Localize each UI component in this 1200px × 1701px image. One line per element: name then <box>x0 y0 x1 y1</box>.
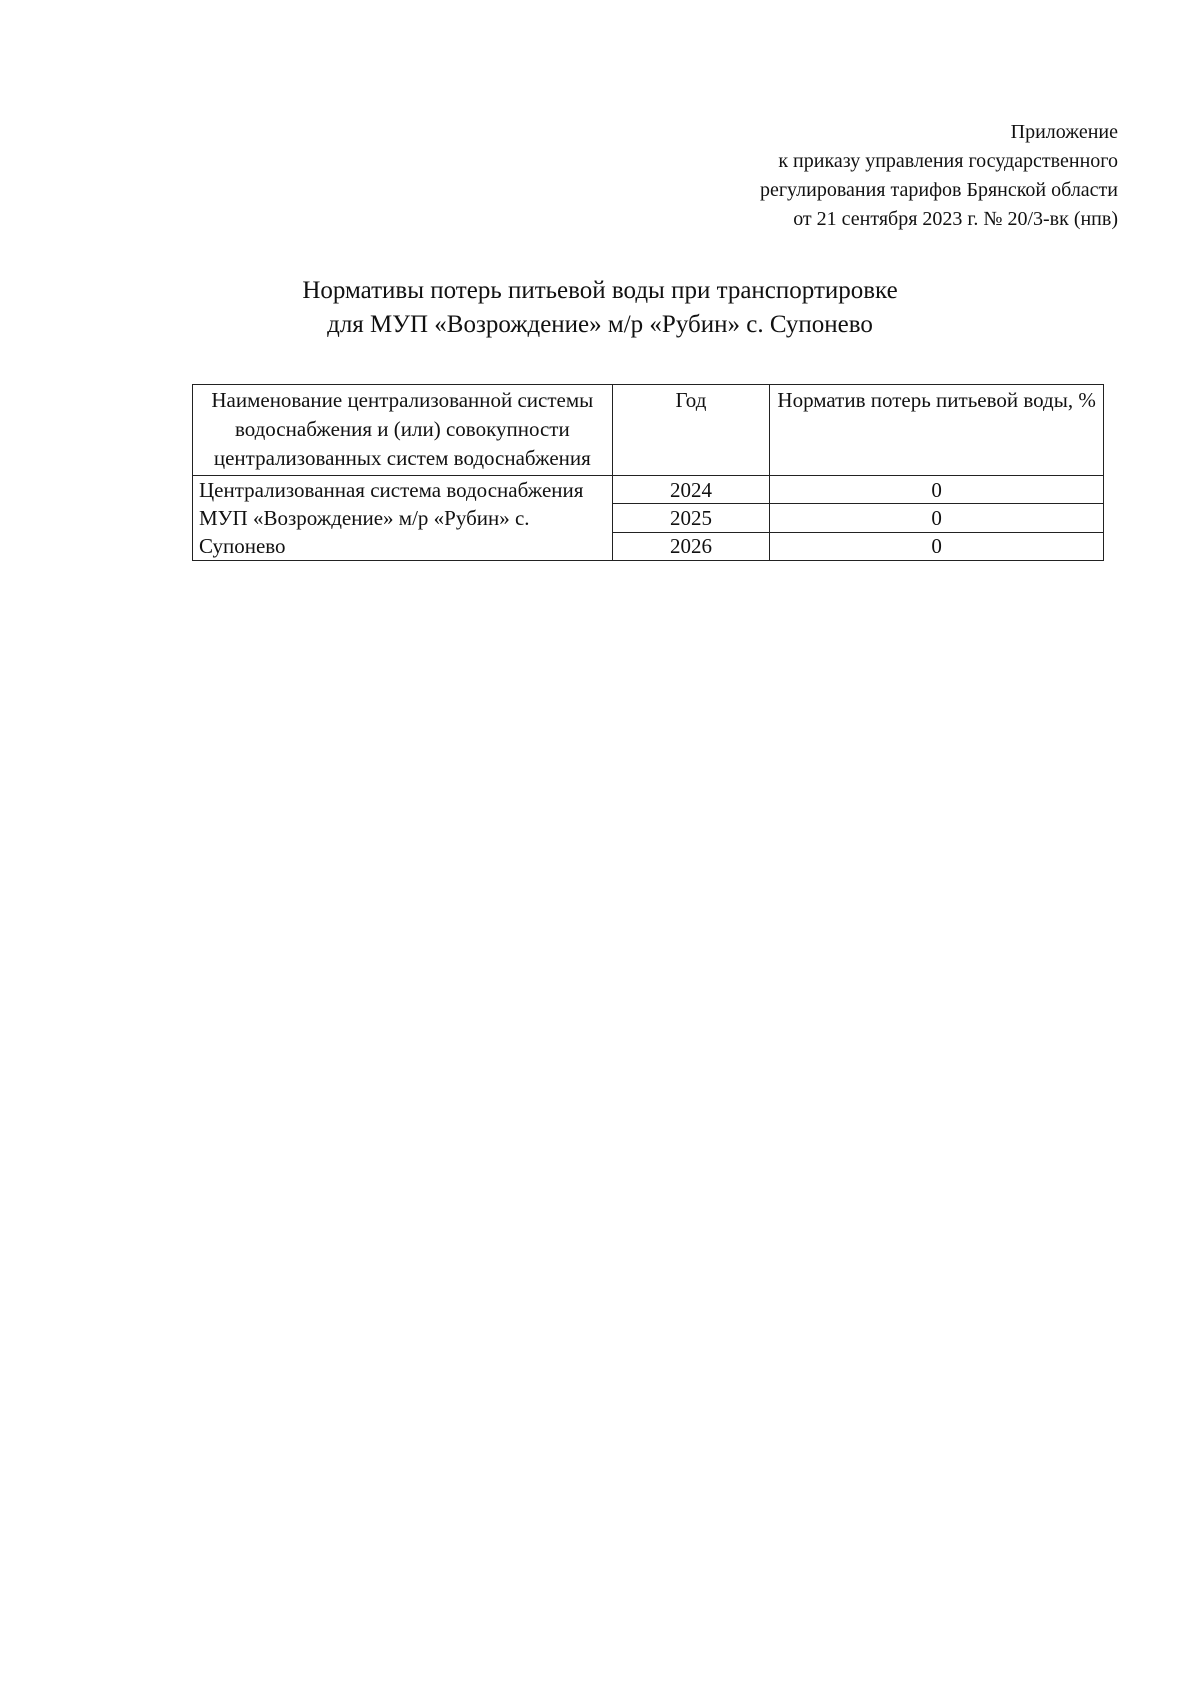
system-name-cell: Централизованная система водоснабжения МУП «Возрождение» м/р «Рубин» с. Супонево <box>193 476 613 561</box>
table-body <box>193 476 1104 561</box>
header-year: Год <box>612 385 770 476</box>
year-cell: 2025 <box>612 504 770 532</box>
header-row <box>193 385 1104 476</box>
year-cell: 2024 <box>612 476 770 504</box>
annex-header <box>760 118 1118 234</box>
table-row <box>193 476 1104 504</box>
norm-cell: 0 <box>770 504 1104 532</box>
annex-line-1: Приложение <box>1010 121 1118 143</box>
title-line-2: для МУП «Возрождение» м/р «Рубин» с. Супонево <box>327 311 873 338</box>
title-line-1: Нормативы потерь питьевой воды при транспортировке <box>302 277 898 304</box>
norms-table <box>192 384 1104 561</box>
header-system-name: Наименование централизованной системы водоснабжения и (или) совокупности централизованных систем водоснабжения <box>193 385 613 476</box>
header-norm: Норматив потерь питьевой воды, % <box>770 385 1104 476</box>
norm-cell: 0 <box>770 532 1104 560</box>
document-title <box>0 274 1200 342</box>
annex-line-2: к приказу управления государственного <box>778 150 1118 172</box>
table-header <box>193 385 1104 476</box>
year-cell: 2026 <box>612 532 770 560</box>
norm-cell: 0 <box>770 476 1104 504</box>
annex-line-4: от 21 сентября 2023 г. № 20/3-вк (нпв) <box>793 208 1118 230</box>
annex-line-3: регулирования тарифов Брянской области <box>759 179 1118 201</box>
